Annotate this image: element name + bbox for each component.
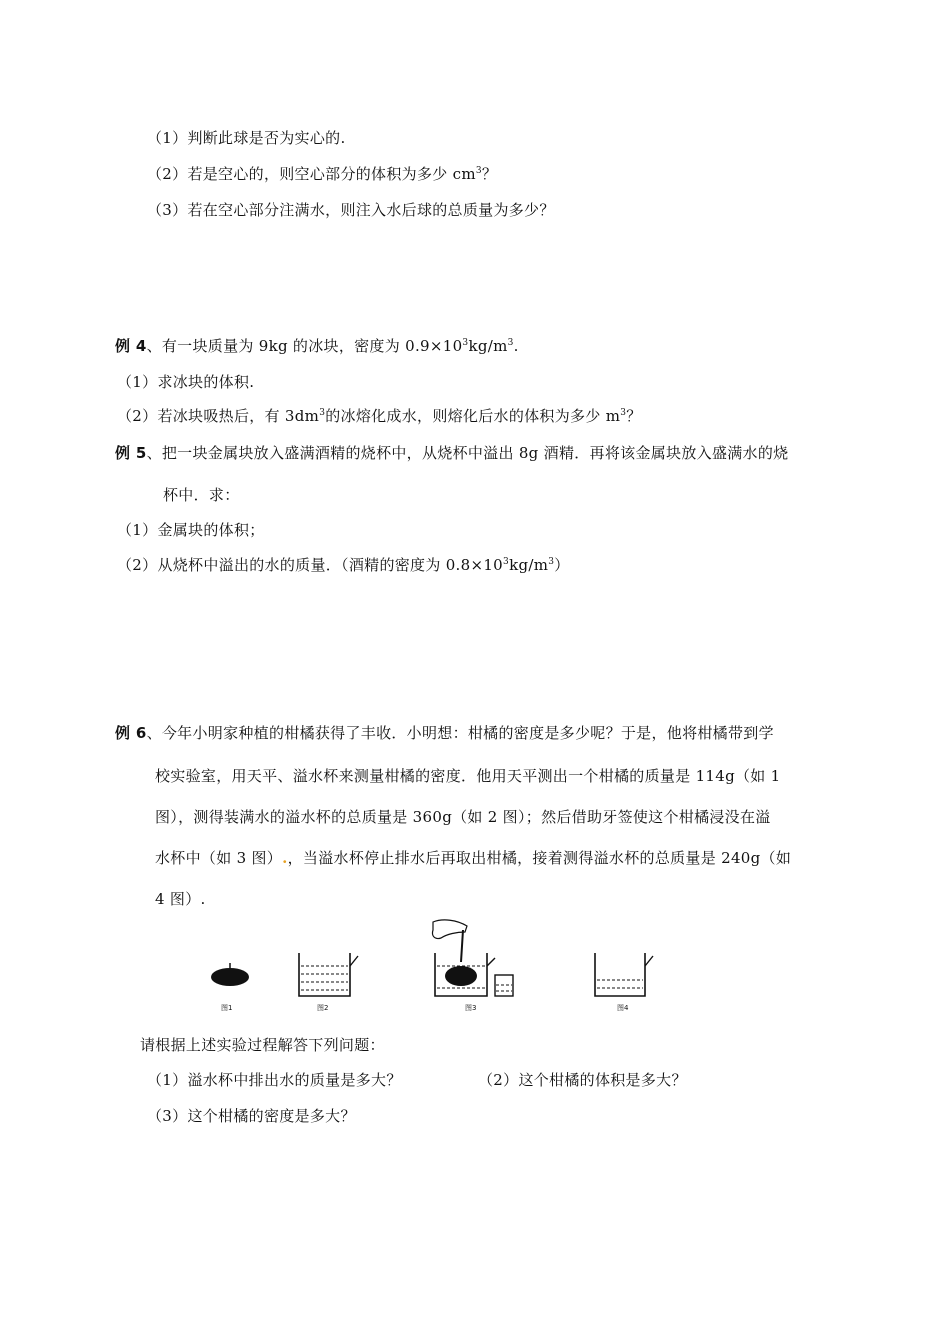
experiment-diagram xyxy=(195,918,675,1018)
example-6-question-1: （1）溢水杯中排出水的质量是多大？ xyxy=(147,1071,402,1089)
example-5-statement: 例 5、把一块金属块放入盛满酒精的烧杯中，从烧杯中溢出 8g 酒精．再将该金属块放入盛满水的烧 xyxy=(115,444,789,462)
overflow-cup-fig4 xyxy=(595,953,653,996)
example-6-line-2: 校实验室，用天平、溢水杯来测量柑橘的密度．他用天平测出一个柑橘的质量是 114g（如 1 xyxy=(155,767,781,785)
figure-label-4: 图4 xyxy=(617,1004,629,1012)
example-6-line-4: 水杯中（如 3 图）.，当溢水杯停止排水后再取出柑橘，接着测得溢水杯的总质量是 240g（如 xyxy=(155,849,792,867)
example-6-label: 例 6 xyxy=(115,724,147,742)
question-1-3: （3）若在空心部分注满水，则注入水后球的总质量为多少？ xyxy=(147,201,555,219)
figure-label-1: 图1 xyxy=(221,1004,233,1012)
question-1-1: （1）判断此球是否为实心的. xyxy=(147,129,346,147)
example-6-line-5: 4 图）. xyxy=(155,890,206,908)
figure-label-3: 图3 xyxy=(465,1004,477,1012)
example-5-statement-cont: 杯中．求： xyxy=(163,486,240,504)
example-6-line-1: 例 6、今年小明家种植的柑橘获得了丰收．小明想：柑橘的密度是多少呢？于是，他将柑橘带到学 xyxy=(115,724,774,742)
overflow-cup-fig2 xyxy=(299,953,358,996)
example-4-question-1: （1）求冰块的体积. xyxy=(117,373,255,391)
example-6-prompt: 请根据上述实验过程解答下列问题： xyxy=(140,1036,385,1054)
example-4-question-2: （2）若冰块吸热后，有 $3dm^3$的冰熔化成水，则熔化后水的体积为多少 $m^3$？ xyxy=(117,407,642,425)
example-6-line-3: 图），测得装满水的溢水杯的总质量是 360g（如 2 图）；然后借助牙签使这个柑橘浸没在溢 xyxy=(155,808,771,826)
example-6-question-3: （3）这个柑橘的密度是多大？ xyxy=(147,1107,356,1125)
example-4-statement: 例 4、有一块质量为 9kg 的冰块，密度为 $0.9\times 10^3kg/m^3$. xyxy=(115,337,519,355)
experiment-figure xyxy=(195,918,675,1018)
example-5-question-2: （2）从烧杯中溢出的水的质量．（酒精的密度为 $0.8\times 10^3kg/m^3$） xyxy=(117,556,570,574)
example-6-question-2: （2）这个柑橘的体积是多大？ xyxy=(478,1071,687,1089)
figure-label-2: 图2 xyxy=(317,1004,329,1012)
question-1-2: （2）若是空心的，则空心部分的体积为多少 $cm^3$？ xyxy=(147,165,498,183)
example-5-question-1: （1）金属块的体积； xyxy=(117,521,265,539)
orange-fig1 xyxy=(211,963,249,986)
example-4-label: 例 4 xyxy=(115,337,147,355)
example-5-label: 例 5 xyxy=(115,444,147,462)
overflow-cup-fig3 xyxy=(432,920,513,996)
